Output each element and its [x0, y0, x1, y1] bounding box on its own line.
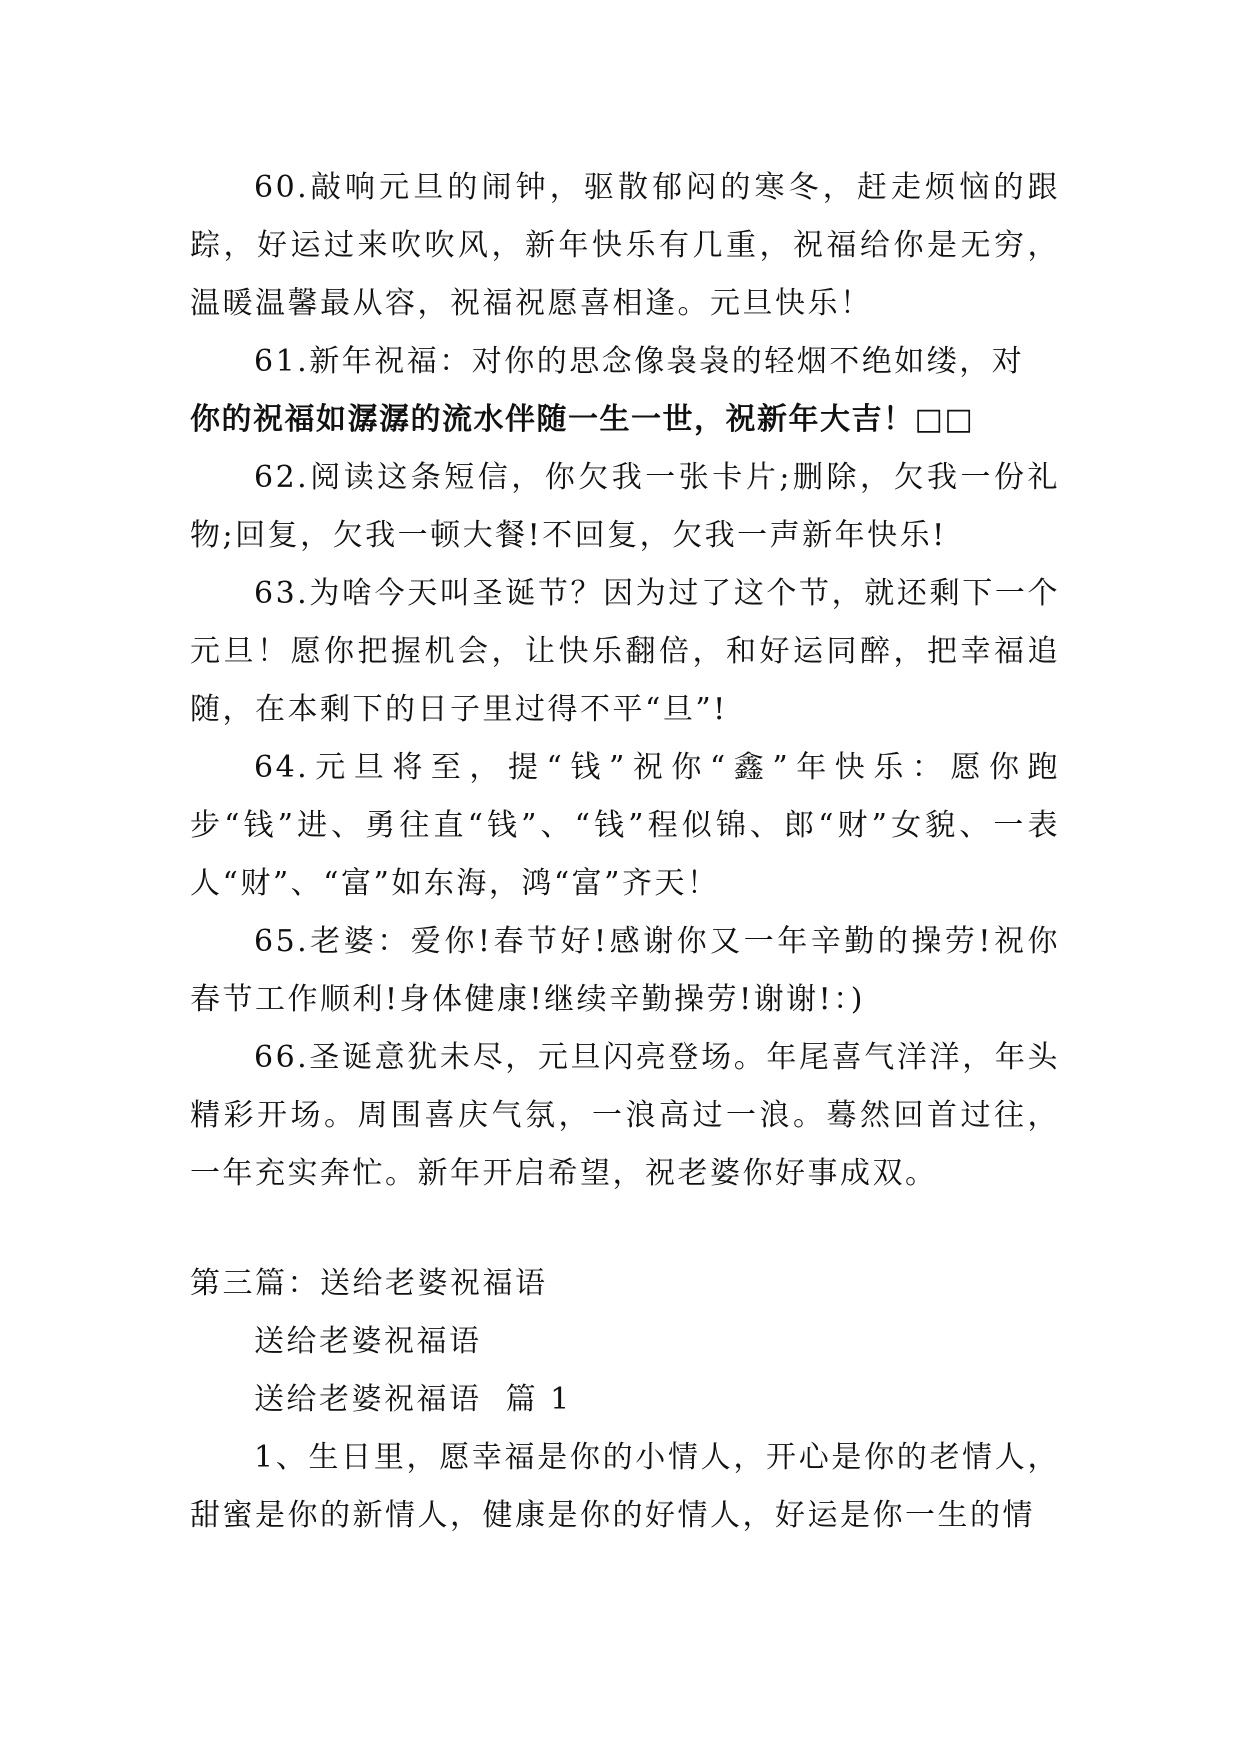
document-body — [190, 159, 1060, 1545]
paragraph-64: 64.元旦将至，提“钱”祝你“鑫”年快乐：愿你跑步“钱”进、勇往直“钱”、“钱”程似锦、郎“财”女貌、一表人“财”、“富”如东海，鸿“富”齐天！ — [190, 750, 1060, 901]
sub-title-part-1: 送给老婆祝福语 篇 1 — [254, 1382, 572, 1417]
section-title: 第三篇：送给老婆祝福语 — [190, 1266, 548, 1301]
paragraph-66: 66.圣诞意犹未尽，元旦闪亮登场。年尾喜气洋洋，年头精彩开场。周围喜庆气氛，一浪高过一浪。蓦然回首过往，一年充实奔忙。新年开启希望，祝老婆你好事成双。 — [190, 1040, 1060, 1191]
paragraph-61-line-1: 61.新年祝福：对你的思念像袅袅的轻烟不绝如缕，对 — [254, 344, 1025, 379]
sub-title: 送给老婆祝福语 — [254, 1324, 482, 1359]
paragraph-60: 60.敲响元旦的闹钟，驱散郁闷的寒冬，赶走烦恼的跟踪，好运过来吹吹风，新年快乐有几重，祝福给你是无穷，温暖温馨最从容，祝福祝愿喜相逢。元旦快乐！ — [190, 170, 1060, 321]
paragraph-65: 65.老婆：爱你!春节好!感谢你又一年辛勤的操劳!祝你春节工作顺利!身体健康!继续辛勤操劳!谢谢!：) — [190, 924, 1060, 1017]
paragraph-1: 1、生日里，愿幸福是你的小情人，开心是你的老情人，甜蜜是你的新情人，健康是你的好情人，好运是你一生的情 — [190, 1440, 1060, 1533]
paragraph-63: 63.为啥今天叫圣诞节？因为过了这个节，就还剩下一个元旦！愿你把握机会，让快乐翻倍，和好运同醉，把幸福追随，在本剩下的日子里过得不平“旦”! — [190, 576, 1060, 727]
paragraph-61-line-2: 你的祝福如潺潺的流水伴随一生一世，祝新年大吉！□□ — [190, 402, 975, 437]
paragraph-62: 62.阅读这条短信，你欠我一张卡片;删除，欠我一份礼物;回复，欠我一顿大餐!不回复，欠我一声新年快乐! — [190, 460, 1060, 553]
